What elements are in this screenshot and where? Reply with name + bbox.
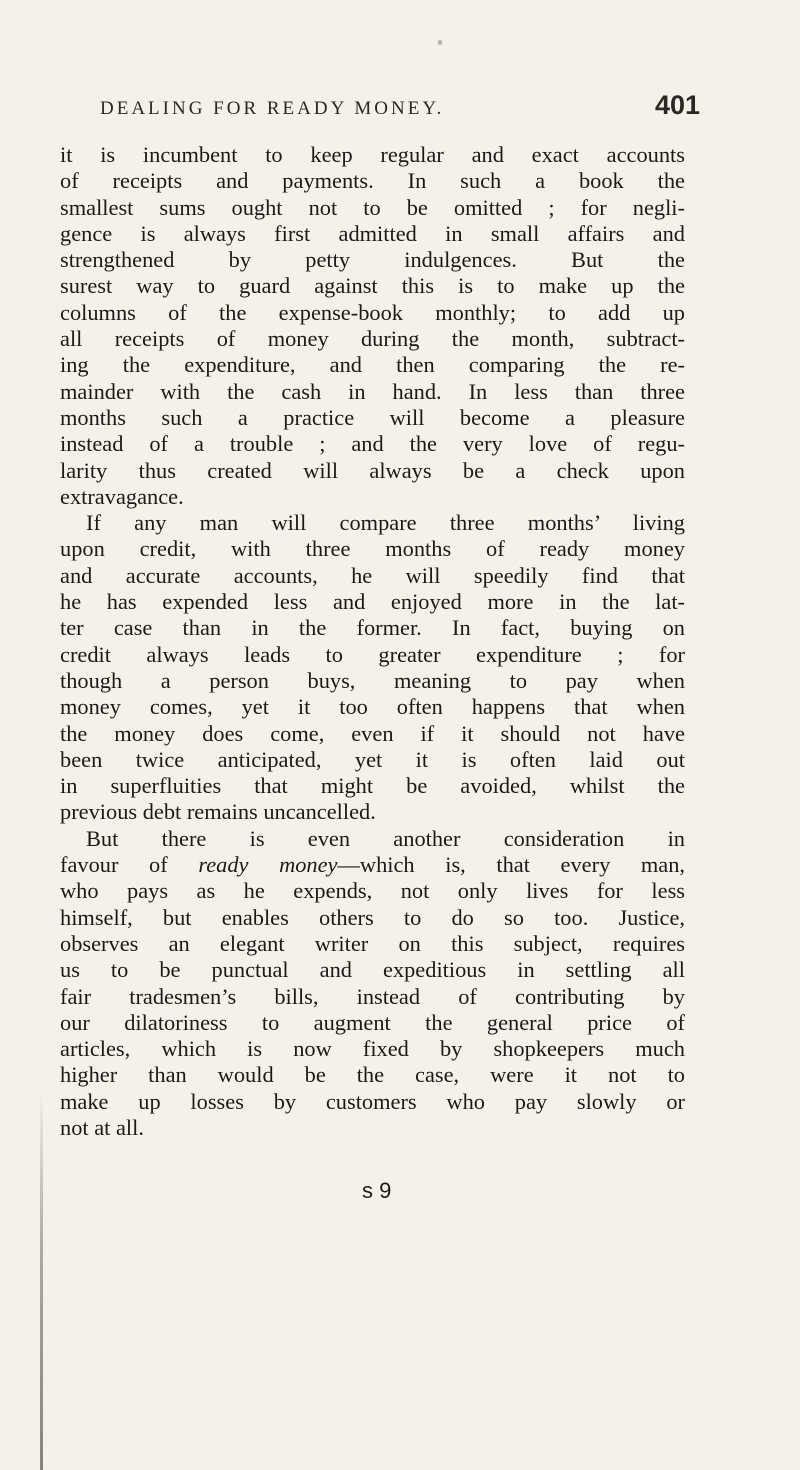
text-line: money comes, yet it too often happens that when xyxy=(60,694,685,720)
text-line: mainder with the cash in hand. In less than three xyxy=(60,378,685,404)
text-line: But there is even another consideration in xyxy=(86,825,685,851)
text-line: of receipts and payments. In such a book the xyxy=(60,168,685,194)
text-line: extravagance. xyxy=(60,483,184,509)
ink-speck xyxy=(438,40,442,45)
text-line: strengthened by petty indulgences. But the xyxy=(60,247,685,273)
text-line: gence is always first admitted in small affairs and xyxy=(60,220,685,246)
text-line: not at all. xyxy=(60,1114,144,1140)
text-line: articles, which is now fixed by shopkeepers much xyxy=(60,1036,685,1062)
text-line: the money does come, even if it should not have xyxy=(60,720,685,746)
text-line: larity thus created will always be a check upon xyxy=(60,457,685,483)
text-line: instead of a trouble ; and the very love of regu- xyxy=(60,431,685,457)
text-segment: favour of xyxy=(60,852,168,878)
text-line: upon credit, with three months of ready money xyxy=(60,536,685,562)
body-text xyxy=(60,142,685,1141)
text-segment: —which is, that every man, xyxy=(337,852,686,878)
text-line: all receipts of money during the month, subtract- xyxy=(60,326,685,352)
text-line: ter case than in the former. In fact, buying on xyxy=(60,615,685,641)
text-line: and accurate accounts, he will speedily find that xyxy=(60,562,685,588)
text-line: ing the expenditure, and then comparing the re- xyxy=(60,352,685,378)
text-line: make up losses by customers who pay slowly or xyxy=(60,1088,685,1114)
text-line-with-italic xyxy=(60,852,685,878)
page-edge-shadow xyxy=(40,1090,43,1470)
text-line: it is incumbent to keep regular and exact accounts xyxy=(60,142,685,167)
text-line: observes an elegant writer on this subject, requires xyxy=(60,930,685,956)
text-line: fair tradesmen’s bills, instead of contributing by xyxy=(60,983,685,1009)
text-line: he has expended less and enjoyed more in the lat- xyxy=(60,589,685,615)
page-header xyxy=(100,88,700,128)
text-line: previous debt remains uncancelled. xyxy=(60,799,376,825)
page-number: 401 xyxy=(654,90,700,120)
text-line: though a person buys, meaning to pay when xyxy=(60,667,685,693)
running-head: DEALING FOR READY MONEY. xyxy=(100,98,445,119)
text-line: higher than would be the case, were it not to xyxy=(60,1062,685,1088)
text-line: been twice anticipated, yet it is often laid out xyxy=(60,746,685,772)
text-line: smallest sums ought not to be omitted ; for negli- xyxy=(60,194,685,220)
text-line: himself, but enables others to do so too. Justice, xyxy=(60,904,685,930)
signature-mark: s 9 xyxy=(362,1178,392,1203)
text-line: who pays as he expends, not only lives for less xyxy=(60,878,685,904)
text-line: columns of the expense-book monthly; to add up xyxy=(60,299,685,325)
text-line: our dilatoriness to augment the general price of xyxy=(60,1009,685,1035)
text-line: If any man will compare three months’ living xyxy=(86,510,685,536)
italic-phrase: ready money xyxy=(198,852,338,878)
text-line: months such a practice will become a pleasure xyxy=(60,404,685,430)
text-line: surest way to guard against this is to make up the xyxy=(60,273,685,299)
text-line: in superfluities that might be avoided, whilst the xyxy=(60,773,685,799)
text-line: credit always leads to greater expenditure ; for xyxy=(60,641,685,667)
text-line: us to be punctual and expeditious in settling all xyxy=(60,957,685,983)
